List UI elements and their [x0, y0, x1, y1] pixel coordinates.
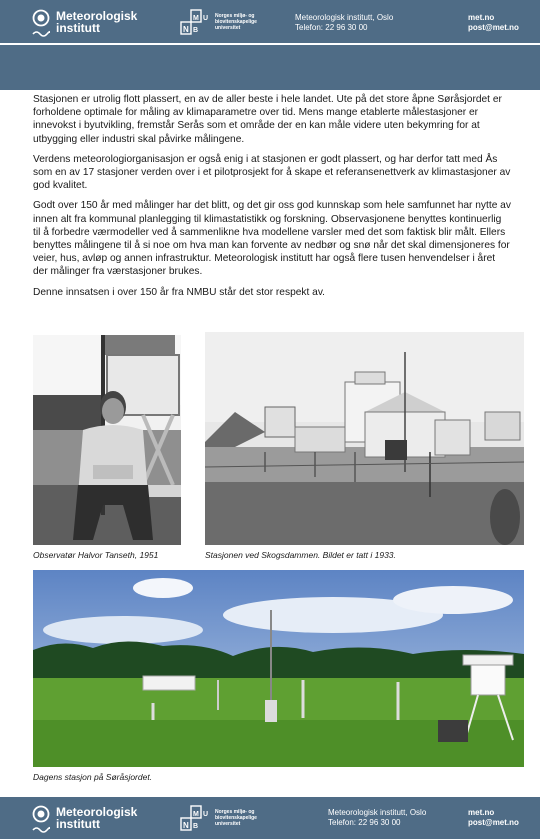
caption-photo-current-station: Dagens stasjon på Søråsjordet.: [33, 772, 153, 782]
article-body: [33, 93, 511, 306]
header: [0, 0, 540, 43]
web-link[interactable]: met.no: [468, 13, 495, 22]
met-logo-text: Meteorologisk institutt: [56, 9, 138, 35]
address-line: Meteorologisk institutt, Oslo: [328, 808, 427, 817]
wave-icon: [32, 826, 50, 834]
caption-photo-station-1933: Stasjonen ved Skogsdammen. Bildet er tatt i 1933.: [205, 550, 396, 560]
svg-text:U: U: [203, 811, 209, 818]
header-divider: [0, 43, 540, 45]
wave-icon: [32, 30, 50, 38]
footer-address: [328, 808, 426, 828]
web-link[interactable]: met.no: [468, 808, 495, 817]
met-logo-text: Meteorologisk institutt: [56, 805, 138, 831]
caption-photo-observer: Observatør Halvor Tanseth, 1951: [33, 550, 159, 560]
nmbu-logo-icon: [180, 9, 210, 35]
footer-nmbu-logo[interactable]: [180, 805, 260, 831]
paragraph-2: Verdens meteorologiorganisasjon er også enig i at stasjonen er godt plassert, og har derfor tatt med Ås som en av 17 stasjoner verden over i et pilotprosjekt for å skape et referansenettverk av klimastasjoner av god kvalitet.: [33, 153, 511, 192]
svg-text:M: M: [193, 15, 199, 22]
photo-observer: [33, 335, 181, 545]
nmbu-logo-text: Norges miljø- og biovitenskapelige universitet: [215, 809, 257, 827]
address-line: Meteorologisk institutt, Oslo: [295, 13, 394, 22]
nmbu-logo[interactable]: [180, 9, 260, 35]
svg-text:B: B: [193, 823, 199, 830]
photo-current-station: [33, 570, 524, 767]
header-address: [295, 13, 393, 33]
paragraph-4: Denne innsatsen i over 150 år fra NMBU står det stor respekt av.: [33, 286, 325, 298]
paragraph-1: Stasjonen er utrolig flott plassert, en av de aller beste i hele landet. Ute på det store åpne Søråsjordet er forholdene optimale for måling av klimaparametre over tid. Mens mange etablerte målestasjoner er innevokst i byutvikling, fremstår Serås som et område der en kan måle videre uten bekymring for at utbygging eller industri skal påvirke målingene.: [33, 94, 502, 145]
email-link[interactable]: post@met.no: [468, 23, 519, 32]
met-logo-icon: [32, 805, 50, 823]
svg-text:M: M: [193, 811, 199, 818]
header-links: [468, 13, 519, 33]
nmbu-logo-text: Norges miljø- og biovitenskapelige universitet: [215, 13, 257, 31]
footer-divider: [0, 795, 540, 797]
svg-text:U: U: [203, 15, 209, 22]
paragraph-3: Godt over 150 år med målinger har det blitt, og det gir oss god kunnskap som hele samfunnet har nytte av innen alt fra kommunal planlegging til klimastatistikk og forskning. Observasjonene benyttes kontinuerlig til å forbedre værmodeller ved å sammenlikne hva modellene varsler med det som faktisk blir målt. Ellers benyttes målingene til å si noe om hva man kan forvente av nedbør og snø når det skal dimensjoneres for veier, hus, avløp og annen infrastruktur. Meteorologisk institutt har også flere tusen henvendelser i året der målinger fra værstasjoner brukes.: [33, 200, 511, 278]
svg-text:N: N: [183, 25, 189, 34]
phone-line: Telefon: 22 96 30 00: [328, 818, 401, 827]
nmbu-logo-icon: [180, 805, 210, 831]
svg-text:B: B: [193, 27, 199, 34]
photo-station-1933: [205, 332, 524, 545]
met-logo[interactable]: [32, 8, 142, 38]
footer-links: [468, 808, 519, 828]
footer-met-logo[interactable]: [32, 804, 142, 834]
phone-line: Telefon: 22 96 30 00: [295, 23, 368, 32]
met-logo-icon: [32, 9, 50, 27]
svg-text:N: N: [183, 821, 189, 830]
email-link[interactable]: post@met.no: [468, 818, 519, 827]
